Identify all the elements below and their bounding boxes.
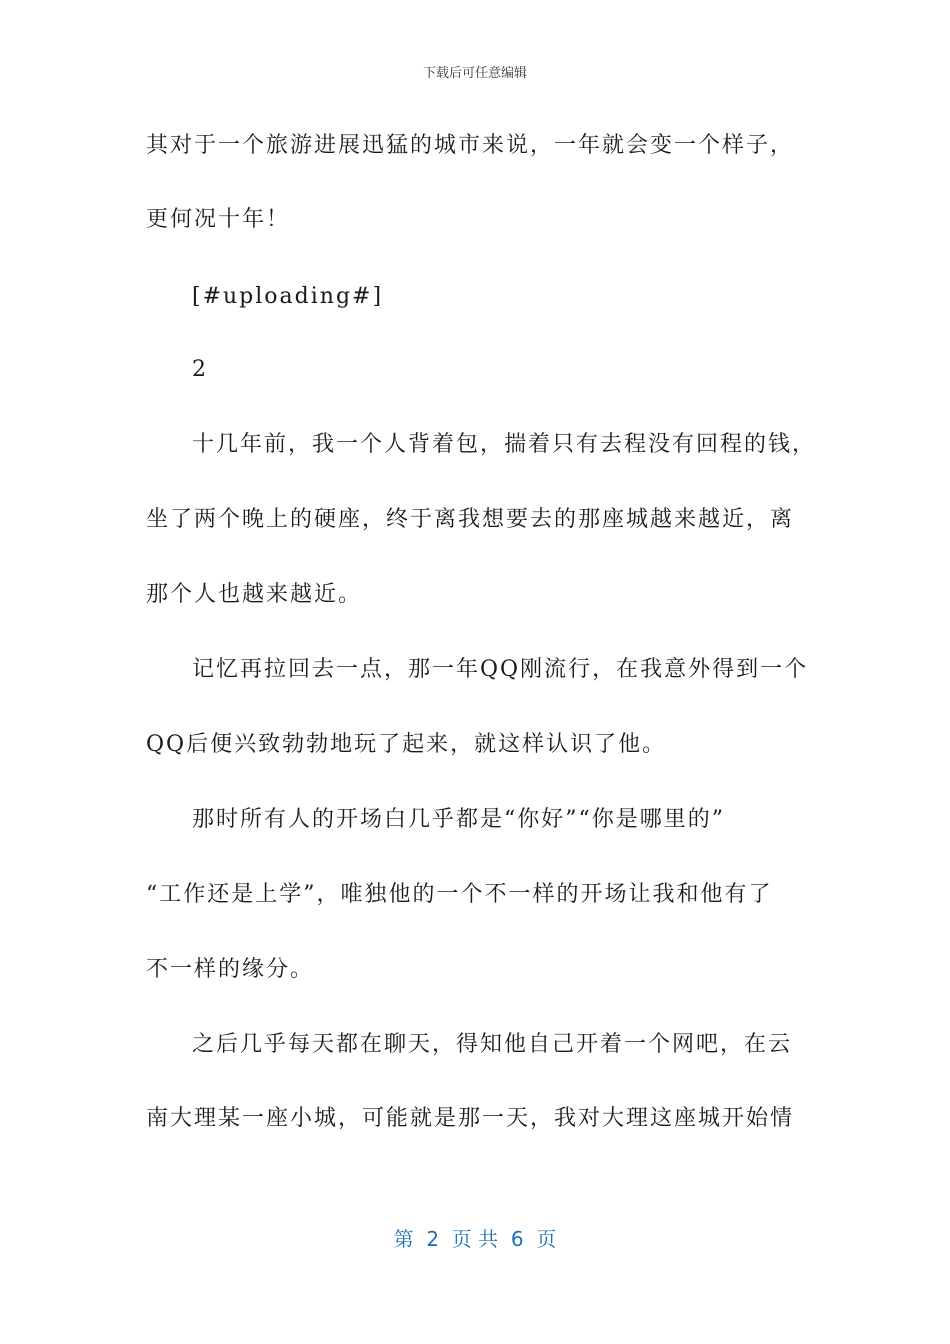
- body-line: QQ后便兴致勃勃地玩了起来，就这样认识了他。: [146, 732, 667, 757]
- body-line: “工作还是上学”，唯独他的一个不一样的开场让我和他有了: [146, 882, 773, 907]
- body-line: 南大理某一座小城，可能就是那一天，我对大理这座城开始情: [146, 1106, 795, 1131]
- body-line: 之后几乎每天都在聊天，得知他自己开着一个网吧，在云: [192, 1032, 793, 1057]
- page-number-footer: 第 2 页 共 6 页: [393, 1227, 557, 1251]
- body-line: 记忆再拉回去一点，那一年QQ刚流行，在我意外得到一个: [192, 657, 809, 682]
- upload-placeholder: [#uploading#]: [192, 284, 384, 309]
- section-number: 2: [192, 357, 208, 382]
- page-header: 下载后可任意编辑: [422, 66, 527, 81]
- body-line: 不一样的缘分。: [146, 957, 315, 982]
- body-line: 坐了两个晚上的硬座，终于离我想要去的那座城越来越近，离: [146, 507, 795, 532]
- body-line: 更何况十年！: [146, 207, 291, 232]
- body-line: 其对于一个旅游进展迅猛的城市来说，一年就会变一个样子，: [146, 133, 795, 158]
- body-line: 那个人也越来越近。: [146, 582, 363, 607]
- body-line: 十几年前，我一个人背着包，揣着只有去程没有回程的钱，: [192, 432, 817, 457]
- body-line: 那时所有人的开场白几乎都是“你好”“你是哪里的”: [192, 807, 725, 832]
